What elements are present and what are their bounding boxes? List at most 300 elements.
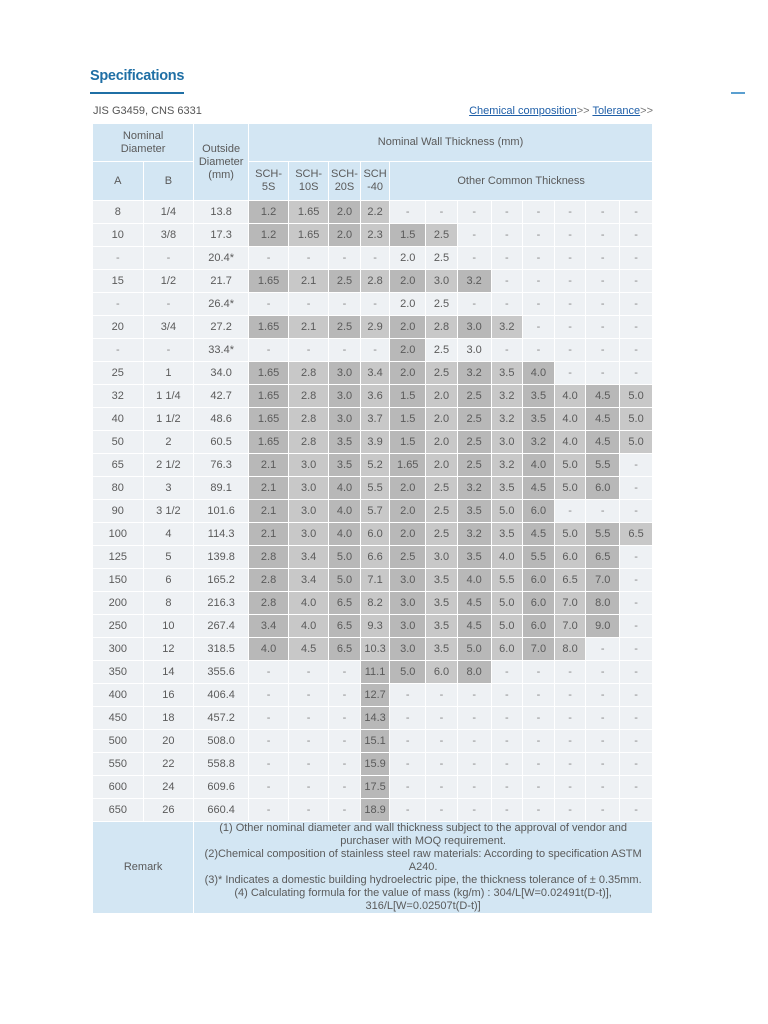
- thickness-cell: 5.5: [586, 454, 620, 477]
- thickness-cell: -: [620, 546, 653, 569]
- thickness-cell: 2.0: [426, 454, 458, 477]
- thickness-cell: -: [329, 661, 361, 684]
- thickness-cell: -: [249, 753, 289, 776]
- nominal-size-cell: 12: [143, 638, 194, 661]
- thickness-cell: 7.0: [586, 569, 620, 592]
- outside-diameter-cell: 457.2: [194, 707, 249, 730]
- nominal-size-cell: 3/8: [143, 224, 194, 247]
- thickness-cell: -: [586, 776, 620, 799]
- thickness-cell: 6.5: [329, 592, 361, 615]
- thickness-cell: 2.5: [426, 293, 458, 316]
- thickness-cell: 2.0: [390, 362, 426, 385]
- thickness-cell: 3.0: [289, 454, 329, 477]
- thickness-cell: 2.0: [390, 339, 426, 362]
- thickness-cell: 1.65: [289, 201, 329, 224]
- thickness-cell: 15.1: [360, 730, 390, 753]
- thickness-cell: 2.0: [390, 477, 426, 500]
- thickness-cell: -: [620, 500, 653, 523]
- thickness-cell: -: [491, 730, 523, 753]
- thickness-cell: 6.5: [329, 615, 361, 638]
- thickness-cell: 3.0: [329, 385, 361, 408]
- table-row: [93, 224, 653, 247]
- nominal-size-cell: 200: [93, 592, 144, 615]
- thickness-cell: 2.5: [426, 224, 458, 247]
- thickness-cell: -: [457, 247, 491, 270]
- thickness-cell: -: [586, 316, 620, 339]
- thickness-cell: -: [329, 799, 361, 822]
- page-title: Specifications: [90, 68, 185, 84]
- remark-note: (3)* Indicates a domestic building hydroelectric pipe, the thickness tolerance of ± 0.35mm.: [204, 874, 642, 886]
- thickness-cell: 2.9: [360, 316, 390, 339]
- thickness-cell: 3.0: [491, 431, 523, 454]
- thickness-cell: 3.5: [457, 500, 491, 523]
- thickness-cell: 5.0: [620, 431, 653, 454]
- sch-40-header: SCH-40: [360, 162, 390, 201]
- thickness-cell: 6.5: [329, 638, 361, 661]
- nominal-size-cell: 90: [93, 500, 144, 523]
- table-row: [93, 684, 653, 707]
- thickness-cell: 2.1: [249, 477, 289, 500]
- thickness-cell: 5.0: [620, 408, 653, 431]
- thickness-cell: -: [289, 661, 329, 684]
- thickness-cell: -: [390, 799, 426, 822]
- thickness-cell: -: [523, 247, 555, 270]
- thickness-cell: -: [586, 500, 620, 523]
- nominal-size-cell: 25: [93, 362, 144, 385]
- thickness-cell: 3.0: [289, 523, 329, 546]
- thickness-cell: 5.0: [329, 546, 361, 569]
- outside-diameter-cell: 558.8: [194, 753, 249, 776]
- thickness-cell: -: [329, 684, 361, 707]
- thickness-cell: -: [426, 753, 458, 776]
- thickness-cell: -: [426, 201, 458, 224]
- thickness-cell: -: [491, 684, 523, 707]
- nominal-size-cell: 550: [93, 753, 144, 776]
- thickness-cell: 6.0: [523, 615, 555, 638]
- thickness-cell: -: [491, 293, 523, 316]
- thickness-cell: -: [523, 201, 555, 224]
- thickness-cell: 1.65: [249, 431, 289, 454]
- thickness-cell: 4.0: [554, 431, 586, 454]
- nominal-size-cell: 3: [143, 477, 194, 500]
- col-a-header: A: [93, 162, 144, 201]
- outside-diameter-cell: 89.1: [194, 477, 249, 500]
- thickness-cell: -: [620, 316, 653, 339]
- thickness-cell: 2.0: [426, 385, 458, 408]
- thickness-cell: -: [329, 707, 361, 730]
- thickness-cell: 2.8: [289, 431, 329, 454]
- thickness-cell: -: [390, 776, 426, 799]
- thickness-cell: 5.2: [360, 454, 390, 477]
- thickness-cell: -: [620, 339, 653, 362]
- thickness-cell: 4.5: [457, 592, 491, 615]
- sch-5s-header: SCH-5S: [249, 162, 289, 201]
- thickness-cell: -: [586, 201, 620, 224]
- thickness-cell: 2.0: [390, 270, 426, 293]
- thickness-cell: -: [329, 753, 361, 776]
- thickness-cell: -: [554, 224, 586, 247]
- outside-diameter-cell: 27.2: [194, 316, 249, 339]
- thickness-cell: -: [586, 362, 620, 385]
- thickness-cell: 5.0: [491, 592, 523, 615]
- sch-20s-header: SCH-20S: [329, 162, 361, 201]
- col-b-header: B: [143, 162, 194, 201]
- nominal-size-cell: 1 1/4: [143, 385, 194, 408]
- thickness-cell: 2.8: [289, 362, 329, 385]
- nominal-size-cell: 6: [143, 569, 194, 592]
- thickness-cell: -: [523, 339, 555, 362]
- thickness-cell: 2.5: [426, 247, 458, 270]
- thickness-cell: -: [390, 730, 426, 753]
- thickness-cell: 2.1: [249, 500, 289, 523]
- thickness-cell: -: [289, 247, 329, 270]
- thickness-cell: -: [554, 247, 586, 270]
- thickness-cell: 3.0: [289, 477, 329, 500]
- thickness-cell: 1.65: [289, 224, 329, 247]
- thickness-cell: 5.5: [586, 523, 620, 546]
- thickness-cell: 15.9: [360, 753, 390, 776]
- nominal-size-cell: -: [93, 247, 144, 270]
- thickness-cell: -: [620, 454, 653, 477]
- thickness-cell: 6.0: [523, 592, 555, 615]
- thickness-cell: 4.0: [554, 385, 586, 408]
- thickness-cell: -: [289, 776, 329, 799]
- thickness-cell: 2.5: [426, 500, 458, 523]
- nominal-size-cell: -: [93, 293, 144, 316]
- thickness-cell: 3.0: [289, 500, 329, 523]
- tolerance-link[interactable]: Tolerance: [592, 105, 641, 117]
- thickness-cell: 3.4: [289, 546, 329, 569]
- thickness-cell: 2.5: [329, 316, 361, 339]
- thickness-cell: 2.8: [360, 270, 390, 293]
- outside-diameter-cell: 101.6: [194, 500, 249, 523]
- nominal-size-cell: 14: [143, 661, 194, 684]
- thickness-cell: -: [457, 753, 491, 776]
- outside-diameter-cell: 13.8: [194, 201, 249, 224]
- thickness-cell: 6.6: [360, 546, 390, 569]
- remark-notes: [194, 822, 653, 914]
- thickness-cell: -: [523, 753, 555, 776]
- table-row: [93, 638, 653, 661]
- thickness-cell: 7.1: [360, 569, 390, 592]
- thickness-cell: -: [249, 293, 289, 316]
- thickness-cell: 2.5: [457, 431, 491, 454]
- thickness-cell: 5.5: [491, 569, 523, 592]
- thickness-cell: 2.0: [390, 500, 426, 523]
- table-row: [93, 316, 653, 339]
- table-row: [93, 523, 653, 546]
- thickness-cell: 3.0: [457, 339, 491, 362]
- thickness-cell: -: [491, 776, 523, 799]
- thickness-cell: -: [289, 799, 329, 822]
- sch-10s-header: SCH-10S: [289, 162, 329, 201]
- thickness-cell: -: [360, 339, 390, 362]
- thickness-cell: -: [523, 224, 555, 247]
- thickness-cell: 2.0: [390, 293, 426, 316]
- thickness-cell: 4.0: [523, 454, 555, 477]
- thickness-cell: -: [620, 776, 653, 799]
- thickness-cell: 9.3: [360, 615, 390, 638]
- thickness-cell: 6.0: [523, 500, 555, 523]
- thickness-cell: -: [554, 661, 586, 684]
- thickness-cell: -: [620, 569, 653, 592]
- thickness-cell: 1.2: [249, 201, 289, 224]
- thickness-cell: 3.2: [457, 523, 491, 546]
- thickness-cell: 3.0: [390, 592, 426, 615]
- outside-diameter-cell: 355.6: [194, 661, 249, 684]
- thickness-cell: 1.5: [390, 385, 426, 408]
- nominal-size-cell: 22: [143, 753, 194, 776]
- thickness-cell: 3.2: [457, 477, 491, 500]
- nominal-size-cell: 8: [143, 592, 194, 615]
- thickness-cell: 18.9: [360, 799, 390, 822]
- outside-diameter-header: Outside Diameter (mm): [194, 124, 249, 201]
- thickness-cell: 2.0: [426, 431, 458, 454]
- nominal-size-cell: 1 1/2: [143, 408, 194, 431]
- thickness-cell: 2.8: [249, 546, 289, 569]
- nominal-size-cell: 3 1/2: [143, 500, 194, 523]
- nominal-size-cell: 32: [93, 385, 144, 408]
- thickness-cell: 1.65: [249, 362, 289, 385]
- nominal-size-cell: 150: [93, 569, 144, 592]
- nominal-size-cell: 4: [143, 523, 194, 546]
- thickness-cell: 5.0: [554, 477, 586, 500]
- thickness-cell: -: [249, 776, 289, 799]
- table-row: [93, 730, 653, 753]
- thickness-cell: 8.2: [360, 592, 390, 615]
- thickness-cell: 8.0: [554, 638, 586, 661]
- thickness-cell: 5.0: [390, 661, 426, 684]
- thickness-cell: 3.0: [390, 615, 426, 638]
- thickness-cell: 3.2: [457, 270, 491, 293]
- thickness-cell: 2.2: [360, 201, 390, 224]
- thickness-cell: 2.0: [329, 224, 361, 247]
- thickness-cell: -: [426, 707, 458, 730]
- thickness-cell: -: [457, 201, 491, 224]
- thickness-cell: 5.0: [554, 523, 586, 546]
- thickness-cell: 2.0: [390, 316, 426, 339]
- thickness-cell: -: [249, 707, 289, 730]
- thickness-cell: -: [329, 339, 361, 362]
- thickness-cell: -: [586, 270, 620, 293]
- thickness-cell: -: [457, 776, 491, 799]
- thickness-cell: -: [289, 339, 329, 362]
- nominal-size-cell: 10: [143, 615, 194, 638]
- nominal-size-cell: 10: [93, 224, 144, 247]
- link-arrow: >>: [640, 105, 653, 117]
- table-row: [93, 500, 653, 523]
- thickness-cell: -: [620, 201, 653, 224]
- thickness-cell: 2.5: [390, 546, 426, 569]
- thickness-cell: 4.5: [289, 638, 329, 661]
- thickness-cell: -: [491, 224, 523, 247]
- thickness-cell: -: [390, 684, 426, 707]
- thickness-cell: -: [491, 707, 523, 730]
- thickness-cell: 2.1: [249, 523, 289, 546]
- thickness-cell: -: [329, 293, 361, 316]
- nominal-size-cell: 3/4: [143, 316, 194, 339]
- thickness-cell: 2.0: [426, 408, 458, 431]
- thickness-cell: -: [426, 730, 458, 753]
- thickness-cell: 3.5: [426, 638, 458, 661]
- thickness-cell: 2.5: [426, 362, 458, 385]
- thickness-cell: 2.8: [289, 408, 329, 431]
- nominal-size-cell: 400: [93, 684, 144, 707]
- nominal-size-cell: 20: [93, 316, 144, 339]
- thickness-cell: -: [249, 247, 289, 270]
- link-arrow: >>: [576, 105, 590, 117]
- thickness-cell: -: [586, 684, 620, 707]
- thickness-cell: 4.0: [289, 592, 329, 615]
- nominal-size-cell: -: [143, 339, 194, 362]
- thickness-cell: -: [289, 707, 329, 730]
- thickness-cell: 2.5: [457, 454, 491, 477]
- thickness-cell: 2.8: [426, 316, 458, 339]
- thickness-cell: -: [491, 201, 523, 224]
- thickness-cell: -: [426, 684, 458, 707]
- thickness-cell: 6.5: [586, 546, 620, 569]
- thickness-cell: -: [523, 293, 555, 316]
- thickness-cell: -: [289, 753, 329, 776]
- nominal-size-cell: 1/4: [143, 201, 194, 224]
- thickness-cell: 3.5: [491, 523, 523, 546]
- thickness-cell: 1.65: [249, 385, 289, 408]
- thickness-cell: -: [586, 638, 620, 661]
- nominal-size-cell: -: [143, 293, 194, 316]
- table-row: [93, 753, 653, 776]
- thickness-cell: -: [360, 247, 390, 270]
- thickness-cell: -: [586, 224, 620, 247]
- thickness-cell: 4.0: [554, 408, 586, 431]
- thickness-cell: 4.0: [523, 362, 555, 385]
- thickness-cell: 3.0: [457, 316, 491, 339]
- thickness-cell: 14.3: [360, 707, 390, 730]
- thickness-cell: -: [620, 684, 653, 707]
- nominal-size-cell: 2 1/2: [143, 454, 194, 477]
- thickness-cell: 2.0: [390, 523, 426, 546]
- thickness-cell: 4.5: [523, 477, 555, 500]
- thickness-cell: 7.0: [554, 592, 586, 615]
- thickness-cell: 3.2: [523, 431, 555, 454]
- thickness-cell: 4.0: [329, 477, 361, 500]
- thickness-cell: -: [329, 776, 361, 799]
- thickness-cell: 1.5: [390, 408, 426, 431]
- remark-note: (2)Chemical composition of stainless steel raw materials: According to specification ASTM A240.: [204, 848, 642, 873]
- thickness-cell: -: [620, 270, 653, 293]
- thickness-cell: -: [523, 316, 555, 339]
- thickness-cell: -: [491, 799, 523, 822]
- thickness-cell: -: [620, 477, 653, 500]
- thickness-cell: 2.5: [426, 477, 458, 500]
- table-row: [93, 615, 653, 638]
- thickness-cell: 3.5: [523, 385, 555, 408]
- thickness-cell: -: [390, 753, 426, 776]
- other-common-thickness-header: Other Common Thickness: [390, 162, 653, 201]
- thickness-cell: -: [620, 707, 653, 730]
- thickness-cell: 2.5: [457, 408, 491, 431]
- thickness-cell: -: [620, 224, 653, 247]
- thickness-cell: 4.5: [457, 615, 491, 638]
- nominal-size-cell: 350: [93, 661, 144, 684]
- title-underline: [90, 92, 184, 94]
- thickness-cell: -: [249, 799, 289, 822]
- thickness-cell: 3.5: [329, 454, 361, 477]
- thickness-cell: 3.2: [491, 454, 523, 477]
- thickness-cell: 5.0: [329, 569, 361, 592]
- table-row: [93, 201, 653, 224]
- thickness-cell: 4.0: [329, 523, 361, 546]
- thickness-cell: -: [554, 339, 586, 362]
- thickness-cell: -: [586, 661, 620, 684]
- outside-diameter-cell: 660.4: [194, 799, 249, 822]
- outside-diameter-cell: 609.6: [194, 776, 249, 799]
- nominal-size-cell: 100: [93, 523, 144, 546]
- thickness-cell: -: [554, 293, 586, 316]
- thickness-cell: -: [491, 247, 523, 270]
- outside-diameter-cell: 165.2: [194, 569, 249, 592]
- thickness-cell: 1.5: [390, 224, 426, 247]
- side-dash-icon[interactable]: [731, 92, 745, 94]
- thickness-cell: 2.1: [249, 454, 289, 477]
- nominal-size-cell: 40: [93, 408, 144, 431]
- nominal-size-cell: 26: [143, 799, 194, 822]
- outside-diameter-cell: 20.4*: [194, 247, 249, 270]
- nominal-size-cell: 450: [93, 707, 144, 730]
- outside-diameter-cell: 267.4: [194, 615, 249, 638]
- table-row: [93, 477, 653, 500]
- thickness-cell: 9.0: [586, 615, 620, 638]
- thickness-cell: 4.0: [289, 615, 329, 638]
- thickness-cell: -: [554, 776, 586, 799]
- thickness-cell: -: [586, 247, 620, 270]
- thickness-cell: 4.5: [586, 431, 620, 454]
- thickness-cell: -: [586, 707, 620, 730]
- thickness-cell: 3.5: [329, 431, 361, 454]
- thickness-cell: 3.9: [360, 431, 390, 454]
- thickness-cell: -: [491, 339, 523, 362]
- thickness-cell: 3.6: [360, 385, 390, 408]
- nominal-diameter-header: Nominal Diameter: [93, 124, 194, 162]
- outside-diameter-cell: 60.5: [194, 431, 249, 454]
- nominal-size-cell: 2: [143, 431, 194, 454]
- thickness-cell: -: [457, 684, 491, 707]
- thickness-cell: -: [289, 684, 329, 707]
- nominal-size-cell: 500: [93, 730, 144, 753]
- thickness-cell: 6.5: [620, 523, 653, 546]
- thickness-cell: 5.0: [491, 500, 523, 523]
- outside-diameter-cell: 48.6: [194, 408, 249, 431]
- thickness-cell: -: [620, 293, 653, 316]
- thickness-cell: -: [491, 753, 523, 776]
- chemical-composition-link[interactable]: Chemical composition: [469, 105, 577, 117]
- thickness-cell: 2.8: [249, 569, 289, 592]
- thickness-cell: -: [457, 730, 491, 753]
- thickness-cell: 12.7: [360, 684, 390, 707]
- remark-label: Remark: [93, 822, 194, 914]
- thickness-cell: -: [523, 730, 555, 753]
- outside-diameter-cell: 76.3: [194, 454, 249, 477]
- thickness-cell: -: [554, 799, 586, 822]
- thickness-cell: -: [554, 270, 586, 293]
- thickness-cell: 4.5: [586, 385, 620, 408]
- thickness-cell: 6.0: [491, 638, 523, 661]
- nominal-size-cell: -: [143, 247, 194, 270]
- nominal-size-cell: 125: [93, 546, 144, 569]
- nominal-size-cell: 20: [143, 730, 194, 753]
- thickness-cell: 1.5: [390, 431, 426, 454]
- thickness-cell: -: [620, 730, 653, 753]
- thickness-cell: 3.0: [426, 270, 458, 293]
